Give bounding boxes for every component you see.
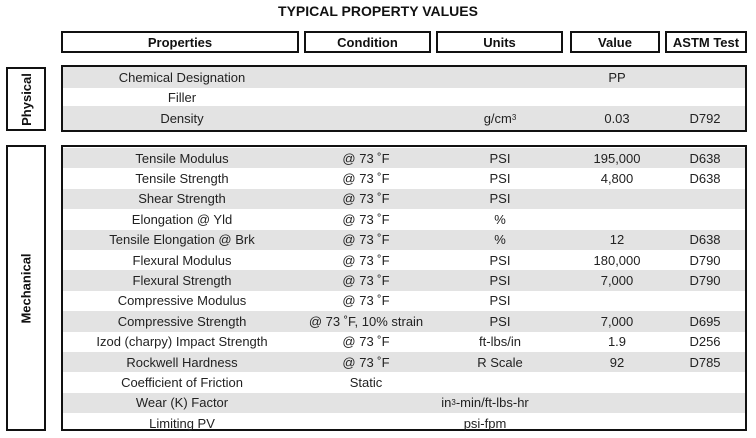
astm-cell: D638 [689, 171, 721, 187]
header-astm: ASTM Test [665, 31, 747, 53]
property-cell: Density [160, 110, 204, 126]
value-cell: PP [608, 70, 626, 85]
property-cell: Flexural Modulus [132, 252, 232, 268]
astm-cell: D638 [689, 150, 721, 166]
property-cell: Limiting PV [149, 415, 215, 431]
property-cell: Tensile Strength [135, 171, 229, 187]
header-properties: Properties [61, 31, 299, 53]
table-row [63, 372, 745, 392]
property-cell: Tensile Modulus [135, 150, 229, 166]
condition-cell: @ 73 ˚F [342, 232, 390, 248]
table-row [63, 230, 745, 250]
table-row [63, 189, 745, 209]
property-cell: Izod (charpy) Impact Strength [96, 334, 268, 350]
units-cell: psi-fpm [463, 415, 507, 431]
units-base: g/cm [483, 110, 512, 126]
value-cell [571, 291, 663, 311]
value-cell [571, 189, 663, 209]
units-cell: g/cm 3 [483, 110, 517, 126]
header-condition: Condition [304, 31, 431, 53]
property-cell: Coefficient of Friction [121, 374, 243, 390]
value-cell: 4,800 [600, 171, 634, 187]
units-cell: PSI [489, 252, 511, 268]
table-row [63, 148, 745, 168]
astm-cell: D790 [689, 252, 721, 268]
table-row [63, 393, 745, 413]
table-row [63, 250, 745, 270]
value-cell [571, 209, 663, 229]
header-value: Value [570, 31, 660, 53]
mechanical-label [6, 145, 46, 431]
condition-cell: @ 73 ˚F [342, 273, 390, 289]
value-cell: 195,000 [593, 150, 641, 166]
units-cell: PSI [489, 313, 511, 329]
value-cell [571, 372, 663, 392]
table-row [63, 270, 745, 290]
property-cell: Compressive Modulus [117, 293, 247, 309]
table-row [63, 332, 745, 352]
astm-cell: D792 [689, 110, 721, 126]
table-row [63, 311, 745, 331]
table-row [63, 106, 745, 130]
mechanical-section [61, 145, 747, 431]
units-cell: PSI [489, 171, 511, 187]
astm-cell: D785 [689, 354, 721, 370]
value-cell: 1.9 [607, 334, 627, 350]
condition-cell: @ 73 ˚F [342, 252, 390, 268]
property-cell: Flexural Strength [132, 273, 232, 289]
condition-cell: @ 73 ˚F [342, 293, 390, 309]
units-cell: % [494, 211, 506, 227]
physical-section [61, 65, 747, 132]
value-cell: 92 [609, 354, 625, 370]
units-prefix: in [441, 395, 452, 411]
astm-cell: D790 [689, 273, 721, 289]
table-row [63, 168, 745, 188]
astm-cell: D256 [689, 334, 721, 350]
astm-cell [665, 209, 745, 229]
condition-cell: Static [349, 374, 383, 390]
property-cell: Compressive Strength [117, 313, 247, 329]
units-cell: in 3 -min/ft-lbs-hr [441, 395, 529, 411]
property-cell: Filler [167, 89, 197, 105]
mechanical-label-text: Mechanical [18, 252, 34, 324]
property-cell: Tensile Elongation @ Brk [109, 232, 255, 248]
astm-cell: D638 [689, 232, 721, 248]
astm-cell [665, 372, 745, 392]
condition-cell: @ 73 ˚F, 10% strain [308, 313, 424, 329]
value-cell: 0.03 [604, 110, 630, 126]
table-row [63, 67, 745, 88]
physical-label-text: Physical [18, 72, 34, 126]
property-cell: Wear (K) Factor [135, 395, 229, 411]
physical-label [6, 67, 46, 131]
property-cell: Elongation @ Yld [131, 211, 233, 227]
condition-cell: @ 73 ˚F [342, 171, 390, 187]
units-cell: PSI [489, 191, 511, 207]
units-cell: PSI [489, 293, 511, 309]
astm-cell [665, 291, 745, 311]
property-cell: Shear Strength [138, 191, 226, 207]
astm-cell: D695 [689, 313, 721, 329]
property-cell: Rockwell Hardness [126, 354, 238, 370]
value-cell: 180,000 [593, 252, 641, 268]
property-cell: Chemical Designation [118, 70, 246, 85]
value-cell: 7,000 [600, 313, 634, 329]
astm-cell [665, 189, 745, 209]
table-row [63, 413, 745, 433]
condition-cell: @ 73 ˚F [342, 334, 390, 350]
units-cell: % [494, 232, 506, 248]
condition-cell: @ 73 ˚F [342, 211, 390, 227]
units-cell: R Scale [477, 354, 523, 370]
header-units: Units [436, 31, 563, 53]
table-row [63, 88, 745, 106]
units-cell: PSI [489, 273, 511, 289]
units-cell: ft-lbs/in [479, 334, 521, 350]
condition-cell: @ 73 ˚F [342, 354, 390, 370]
condition-cell: @ 73 ˚F [342, 191, 390, 207]
table-row [63, 291, 745, 311]
units-suffix: -min/ft-lbs-hr [455, 395, 529, 411]
table-row [63, 352, 745, 372]
page-title: TYPICAL PROPERTY VALUES [278, 3, 478, 19]
condition-cell: @ 73 ˚F [342, 150, 390, 166]
units-cell: PSI [489, 150, 511, 166]
table-row [63, 209, 745, 229]
value-cell: 7,000 [600, 273, 634, 289]
units-cell [435, 372, 565, 392]
value-cell: 12 [609, 232, 625, 248]
